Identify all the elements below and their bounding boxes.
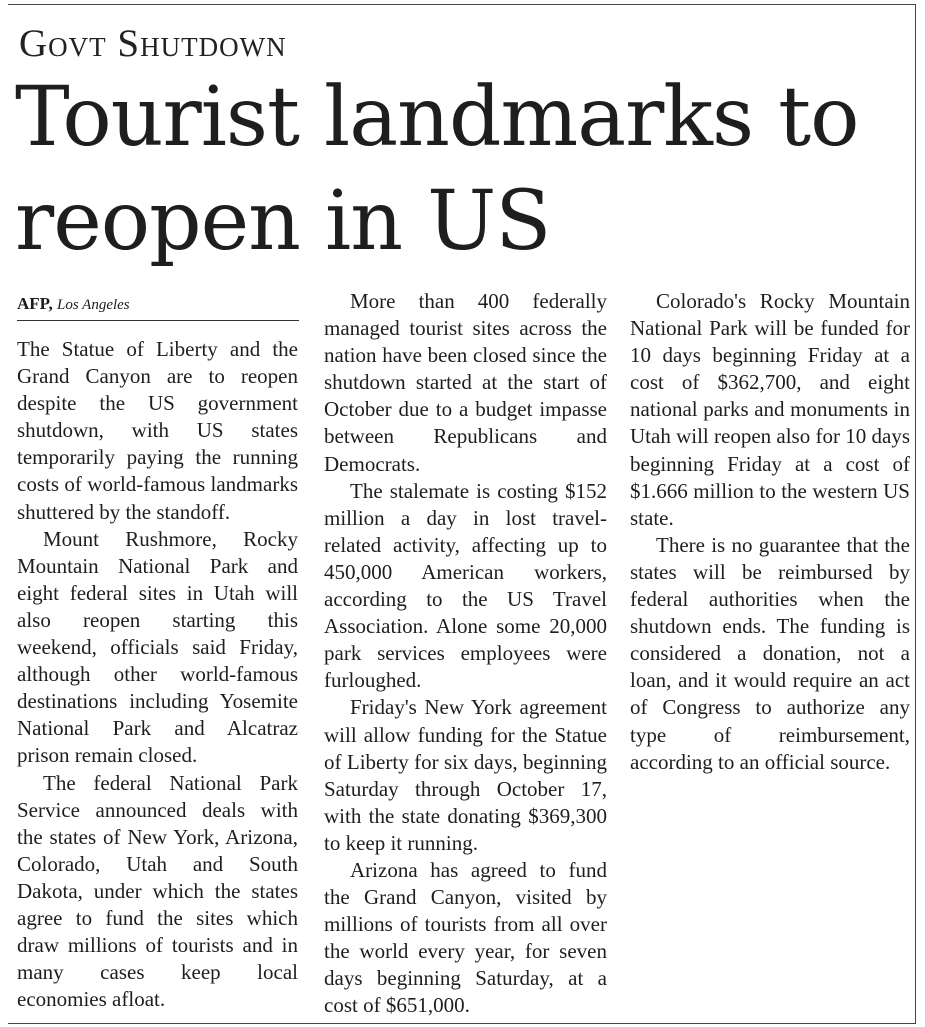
section-kicker: Govt Shutdown bbox=[19, 22, 287, 65]
paragraph-3-text: The federal National Park Service announced deals with the states of New York, Arizona, Colorado, Utah and South Dakota, under which the states agree to fund the sites which draw millions of tourists and in many cases keep local economies afloat. bbox=[17, 770, 298, 1012]
paragraph-2: Mount Rushmore, Rocky Mountain National Park and eight federal sites in Utah will also reopen starting this weekend, officials said Friday, although other world-famous destinations including Yosemite National Park and Alcatraz prison remain closed. bbox=[17, 526, 298, 768]
bottom-rule bbox=[8, 1023, 916, 1024]
paragraph-5: The stalemate is costing $152 million a day in lost travel-related activity, affecting up to 450,000 American workers, according to the US Travel Association. Alone some 20,000 park services employees were furloughed. bbox=[324, 478, 607, 693]
paragraph-6: Friday's New York agreement will allow funding for the Statue of Liberty for six days, beginning Saturday through October 17, with the state donating $369,300 to keep it running. bbox=[324, 695, 607, 855]
headline: Tourist landmarks to reopen in US bbox=[15, 70, 859, 269]
paragraph-7: Arizona has agreed to fund the Grand Canyon, visited by millions of tourists from all over the world every year, for seven days beginning Saturday, at a cost of $651,000. bbox=[324, 857, 607, 1018]
article-column-1 bbox=[17, 336, 298, 1013]
byline-agency: AFP, bbox=[17, 294, 53, 313]
paragraph-3 bbox=[17, 770, 298, 1014]
byline bbox=[17, 293, 299, 321]
article-column-2 bbox=[324, 288, 607, 1020]
byline-place: Los Angeles bbox=[57, 297, 130, 313]
top-rule bbox=[8, 4, 916, 5]
article-column-3 bbox=[630, 288, 910, 776]
paragraph-8: Colorado's Rocky Mountain National Park will be funded for 10 days beginning Friday at a cost of $362,700, and eight national parks and monuments in Utah will reopen also for 10 days beginning Friday at a cost of $1.666 million to the western US state. bbox=[630, 289, 910, 530]
paragraph-9: There is no guarantee that the states will be reimbursed by federal authorities when the shutdown ends. The funding is considered a donation, not a loan, and it would require an act of Congress to authorize any type of reimbursement, according to an official source. bbox=[630, 532, 910, 774]
paragraph-1: The Statue of Liberty and the Grand Canyon are to reopen despite the US government shutdown, with US states temporarily paying the running costs of world-famous landmarks shuttered by the standoff. bbox=[17, 337, 298, 524]
paragraph-4: More than 400 federally managed tourist sites across the nation have been closed since the shutdown started at the start of October due to a budget impasse between Republicans and Democrats. bbox=[324, 289, 607, 476]
right-rule bbox=[915, 4, 916, 1024]
